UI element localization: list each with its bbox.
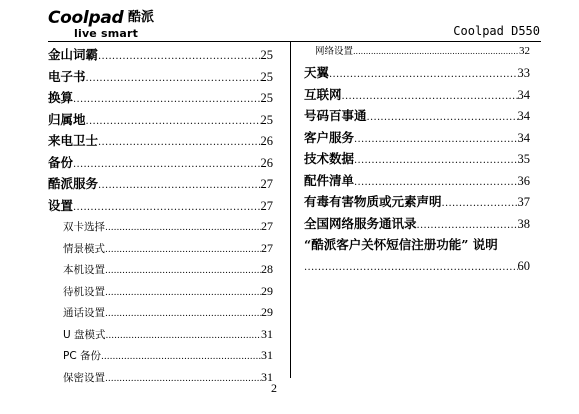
toc-leader-dots (105, 283, 261, 305)
toc-left-column (48, 44, 273, 388)
toc-leader-dots (105, 218, 261, 240)
toc-entry-page: 34 (517, 109, 530, 123)
coolpad-logo (48, 9, 168, 43)
toc-entry-page: 27 (261, 240, 273, 255)
toc-subentry[interactable] (48, 259, 273, 281)
toc-entry-page: 27 (261, 219, 273, 233)
toc-leader-dots (367, 107, 518, 129)
toc-entry-page: 26 (260, 155, 273, 170)
toc-leader-dots (442, 193, 518, 215)
toc-leader-dots (98, 175, 260, 197)
toc-subentry[interactable] (48, 216, 273, 238)
toc-leader-dots (329, 64, 517, 86)
toc-entry-page: 28 (261, 262, 273, 276)
toc-leader-dots (105, 261, 261, 283)
toc-entry-label: 网络设置 (315, 46, 354, 57)
toc-leader-dots (73, 197, 260, 219)
toc-leader-dots (73, 154, 260, 176)
toc-leader-dots (106, 326, 261, 348)
toc-entry-label: 全国网络服务通讯录 (304, 215, 417, 231)
toc-leader-dots (105, 304, 261, 326)
toc-entry[interactable] (48, 109, 273, 131)
toc-entry-label: 金山词霸 (48, 47, 99, 62)
toc-leader-dots (342, 86, 518, 108)
toc-subentry[interactable] (48, 367, 273, 389)
toc-entry-page: 26 (260, 134, 273, 148)
toc-note-entry[interactable] (304, 256, 530, 278)
toc-leader-dots (101, 347, 261, 369)
toc-entry-page: 38 (517, 216, 530, 231)
toc-entry-label: 技术数据 (304, 151, 355, 166)
toc-leader-dots (354, 150, 517, 172)
logo-tagline: live smart (74, 27, 139, 40)
toc-subentry[interactable] (48, 345, 273, 367)
toc-entry-label: 通话设置 (63, 307, 105, 319)
toc-entry-label: 互联网 (304, 86, 342, 102)
toc-leader-dots (86, 111, 261, 133)
toc-entry[interactable] (304, 84, 530, 106)
toc-entry[interactable] (48, 87, 273, 109)
toc-entry-label: 归属地 (48, 111, 86, 127)
toc-leader-dots (354, 129, 517, 151)
toc-leader-dots (98, 132, 260, 154)
toc-entry-page: 34 (517, 87, 530, 102)
toc-leader-dots (354, 172, 517, 194)
toc-entry-label: 客户服务 (304, 129, 355, 145)
toc-entry-label: 设置 (48, 197, 74, 213)
toc-entry[interactable] (48, 152, 273, 174)
toc-entry[interactable] (304, 213, 530, 235)
toc-entry-page: 27 (260, 177, 273, 191)
toc-entry-page: 25 (260, 91, 273, 105)
toc-entry-page: 25 (260, 69, 273, 84)
toc-entry[interactable] (304, 127, 530, 149)
toc-entry[interactable] (48, 44, 273, 66)
logo-brand-cn: 酷派 (128, 10, 155, 25)
toc-leader-dots (73, 89, 260, 111)
toc-entry-label: 来电卫士 (48, 133, 99, 148)
toc-subentry[interactable] (48, 324, 273, 346)
toc-leader-dots (417, 215, 518, 237)
toc-entry[interactable] (48, 173, 273, 195)
toc-leader-dots (98, 46, 260, 68)
column-divider (290, 41, 291, 378)
toc-entry-label: 酷派服务 (48, 176, 99, 191)
toc-entry-label: 电子书 (48, 68, 86, 84)
toc-entry-label: 情景模式 (63, 242, 105, 255)
toc-entry-page: 34 (517, 130, 530, 145)
toc-entry-page: 31 (261, 369, 273, 384)
toc-entry[interactable] (304, 105, 530, 127)
toc-entry[interactable] (48, 195, 273, 217)
toc-note-title[interactable]: “酷派客户关怀短信注册功能” 说明 (304, 237, 498, 252)
toc-leader-dots (105, 369, 261, 391)
toc-entry-label: 有毒有害物质或元素声明 (304, 194, 442, 209)
toc-entry-page: 25 (260, 48, 273, 62)
toc-entry-page: 33 (517, 66, 530, 80)
toc-entry[interactable] (304, 170, 530, 192)
toc-entry-page: 25 (260, 112, 273, 127)
toc-entry-label: 配件清单 (304, 172, 355, 188)
toc-entry-label: 保密设置 (63, 371, 105, 384)
toc-entry[interactable] (304, 191, 530, 213)
toc-entry-label: U 盘模式 (63, 328, 106, 341)
toc-right-column (304, 44, 530, 277)
toc-entry[interactable] (48, 130, 273, 152)
toc-entry-page: 36 (517, 173, 530, 188)
toc-entry[interactable] (48, 66, 273, 88)
toc-entry-label: 双卡选择 (63, 221, 105, 233)
page-number: 2 (271, 381, 277, 395)
toc-subentry[interactable] (48, 281, 273, 303)
logo-brand-en: Coolpad (48, 8, 124, 28)
toc-entry-label: 号码百事通 (304, 108, 367, 123)
toc-entry-page: 60 (517, 258, 530, 273)
toc-entry-page: 31 (261, 348, 273, 362)
model-name: Coolpad D550 (453, 24, 540, 38)
toc-entry-page: 31 (261, 326, 273, 341)
toc-entry-page: 37 (517, 195, 530, 209)
toc-entry-page: 29 (261, 305, 273, 319)
toc-entry-label: PC 备份 (63, 350, 102, 362)
toc-leader-dots (86, 68, 261, 90)
toc-subentry[interactable] (48, 302, 273, 324)
header-rule (48, 41, 541, 42)
toc-entry[interactable] (304, 62, 530, 84)
toc-subentry[interactable] (48, 238, 273, 260)
toc-entry-label: 本机设置 (63, 264, 105, 276)
toc-entry-page: 35 (517, 152, 530, 166)
toc-leader-dots (304, 257, 518, 278)
toc-leader-dots (105, 240, 261, 262)
toc-leader-dots (353, 45, 519, 59)
toc-entry-page: 29 (261, 283, 273, 298)
toc-entry-label: 换算 (48, 90, 74, 105)
toc-entry-label: 天翼 (304, 65, 330, 80)
toc-entry-label: 待机设置 (63, 285, 105, 298)
toc-entry-label: 备份 (48, 154, 74, 170)
toc-subentry[interactable] (304, 44, 530, 62)
toc-entry[interactable] (304, 148, 530, 170)
toc-entry-page: 32 (519, 45, 530, 57)
toc-entry-page: 27 (260, 198, 273, 213)
